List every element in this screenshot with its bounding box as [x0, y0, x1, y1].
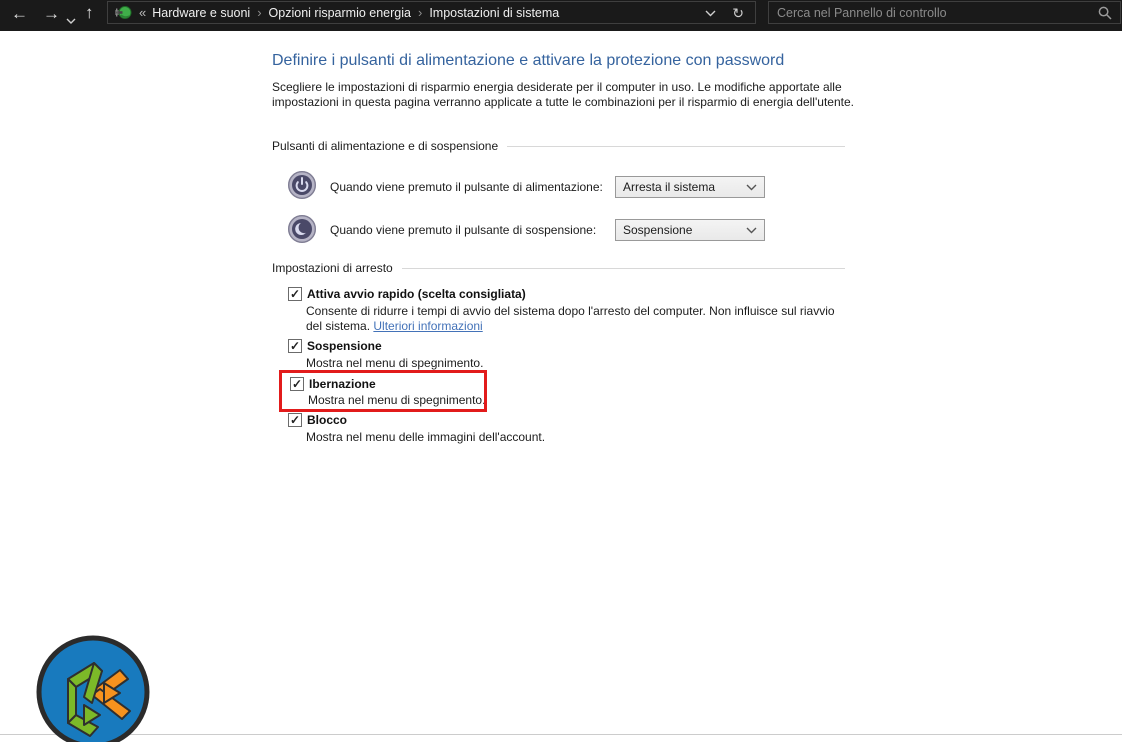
navigation-bar: [0, 0, 1122, 31]
hibernate-description: Mostra nel menu di spegnimento.: [308, 393, 486, 407]
hibernate-label: Ibernazione: [309, 377, 376, 391]
recent-pages-chevron-icon[interactable]: [66, 11, 76, 29]
breadcrumb-separator-icon: ›: [257, 5, 262, 20]
power-button-row-label: Quando viene premuto il pulsante di alimentazione:: [330, 180, 603, 194]
lock-label: Blocco: [307, 413, 348, 427]
hibernate-highlight-box: [279, 370, 487, 412]
section-power-buttons-label: Pulsanti di alimentazione e di sospensione: [272, 139, 499, 153]
lock-checkbox[interactable]: ✓: [289, 413, 301, 427]
search-input[interactable]: [777, 6, 1098, 20]
more-info-link[interactable]: Ulteriori informazioni: [373, 319, 483, 333]
section-shutdown-settings-label: Impostazioni di arresto: [272, 261, 393, 275]
sleep-label: Sospensione: [307, 339, 382, 353]
fast-startup-description-text: Consente di ridurre i tempi di avvio del sistema dopo l'arresto del computer. Non influisce sul riavvio del sistema.: [306, 304, 835, 333]
fast-startup-checkbox[interactable]: ✓: [289, 287, 301, 301]
address-bar[interactable]: [107, 1, 756, 24]
bottom-divider: [0, 734, 1122, 735]
page-title: Definire i pulsanti di alimentazione e attivare la protezione con password: [272, 52, 785, 69]
breadcrumb-separator-icon: ›: [417, 5, 423, 20]
power-button-action-select[interactable]: [615, 176, 765, 198]
fast-startup-label: Attiva avvio rapido (scelta consigliata): [307, 287, 526, 301]
chevron-down-icon: [746, 223, 757, 237]
search-icon[interactable]: [1098, 6, 1112, 20]
search-box[interactable]: [768, 1, 1121, 24]
watermark-logo: [34, 633, 152, 742]
breadcrumb-collapse-icon[interactable]: «: [139, 5, 146, 20]
forward-icon[interactable]: →: [43, 4, 60, 23]
hibernate-checkbox[interactable]: ✓: [291, 377, 303, 391]
sleep-button-row-label: Quando viene premuto il pulsante di sospensione:: [330, 223, 597, 237]
chevron-down-icon: [746, 180, 757, 194]
section-divider: [402, 268, 845, 269]
power-options-icon: [115, 5, 132, 20]
sleep-button-action-value: Sospensione: [623, 223, 693, 237]
section-power-buttons: [272, 139, 845, 153]
up-icon[interactable]: ↑: [85, 3, 94, 22]
sleep-checkbox[interactable]: ✓: [289, 339, 301, 353]
address-history-chevron-icon[interactable]: [705, 6, 716, 20]
page-description: Scegliere le impostazioni di risparmio energia desiderate per il computer in uso. Le modifiche apportate alle impostazioni in questa pagina verranno applicate a tutte le combinazioni per il risparmio di energia dell'utente.: [272, 80, 854, 109]
sleep-button-action-select[interactable]: [615, 219, 765, 241]
power-button-action-value: Arresta il sistema: [623, 180, 716, 194]
back-icon[interactable]: ←: [11, 4, 28, 23]
refresh-icon[interactable]: ↻: [732, 4, 744, 21]
breadcrumb-item-hardware-e-suoni[interactable]: Hardware e suoni: [152, 5, 251, 20]
power-button-icon: [287, 170, 317, 200]
breadcrumb-item-impostazioni-di-sistema[interactable]: Impostazioni di sistema: [429, 5, 560, 20]
section-shutdown-settings: [272, 261, 845, 275]
breadcrumb-item-opzioni-risparmio-energia[interactable]: Opzioni risparmio energia: [268, 5, 411, 20]
fast-startup-description: [306, 304, 851, 334]
sleep-description: Mostra nel menu di spegnimento.: [306, 356, 484, 370]
sleep-button-icon: [287, 214, 317, 244]
lock-description: Mostra nel menu delle immagini dell'account.: [306, 430, 546, 444]
section-divider: [507, 146, 845, 147]
